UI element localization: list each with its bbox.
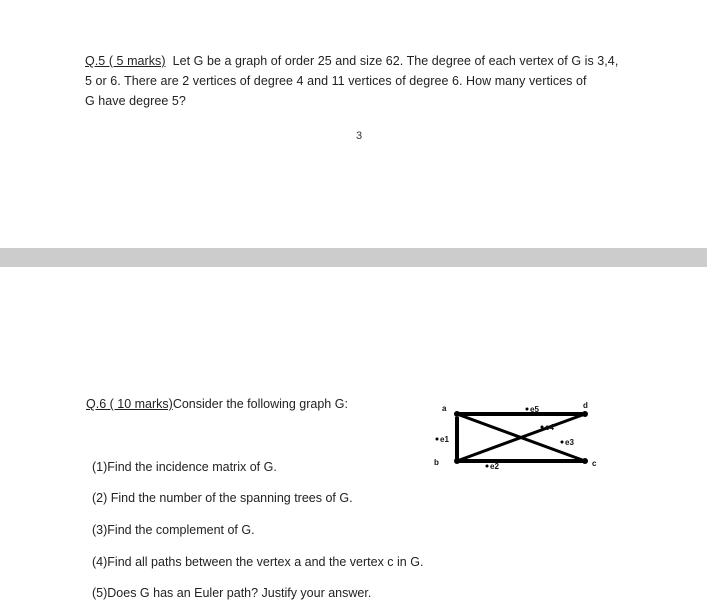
vertex-d-dot xyxy=(582,411,588,417)
question-5 xyxy=(85,51,645,111)
q6-intro: Consider the following graph G: xyxy=(172,397,348,411)
edge-e5-marker xyxy=(526,408,529,411)
vertex-c-label: c xyxy=(592,459,597,468)
vertex-b-dot xyxy=(454,458,460,464)
vertex-c-dot xyxy=(582,458,588,464)
q5-label: Q.5 ( 5 marks) xyxy=(85,54,166,68)
edge-e2-label: e2 xyxy=(490,462,499,471)
q5-line-2: 5 or 6. There are 2 vertices of degree 4 and 11 vertices of degree 6. How many vertices of xyxy=(85,74,587,88)
edge-e5-label: e5 xyxy=(530,405,539,414)
q6-item-5: (5)Does G has an Euler path? Justify your answer. xyxy=(92,586,372,600)
q6-item-4: (4)Find all paths between the vertex a and the vertex c in G. xyxy=(92,555,424,569)
q5-line-1 xyxy=(85,51,645,71)
q6-item-2: (2) Find the number of the spanning trees of G. xyxy=(92,491,353,505)
q6-item-3: (3)Find the complement of G. xyxy=(92,523,255,537)
edge-e1-marker xyxy=(436,438,439,441)
edge-e3-marker xyxy=(561,441,564,444)
question-6-heading xyxy=(86,396,348,412)
q6-label: Q.6 ( 10 marks) xyxy=(86,397,173,411)
vertex-a-dot xyxy=(454,411,460,417)
edge-e4-marker xyxy=(541,426,544,429)
edge-e4-label: e4 xyxy=(545,423,554,432)
vertex-d-label: d xyxy=(583,401,588,410)
vertex-a-label: a xyxy=(442,404,447,413)
page-number: 3 xyxy=(356,130,363,142)
edge-e2-marker xyxy=(486,465,489,468)
edge-e3-label: e3 xyxy=(565,438,574,447)
graph-g-figure xyxy=(425,398,605,473)
edge-e1-label: e1 xyxy=(440,435,449,444)
q5-line-3: G have degree 5? xyxy=(85,94,186,108)
page-separator xyxy=(0,248,707,267)
q5-text-1: Let G be a graph of order 25 and size 62. The degree of each vertex of G is 3,4, xyxy=(172,54,619,68)
q6-item-1: (1)Find the incidence matrix of G. xyxy=(92,460,277,474)
vertex-b-label: b xyxy=(434,458,439,467)
